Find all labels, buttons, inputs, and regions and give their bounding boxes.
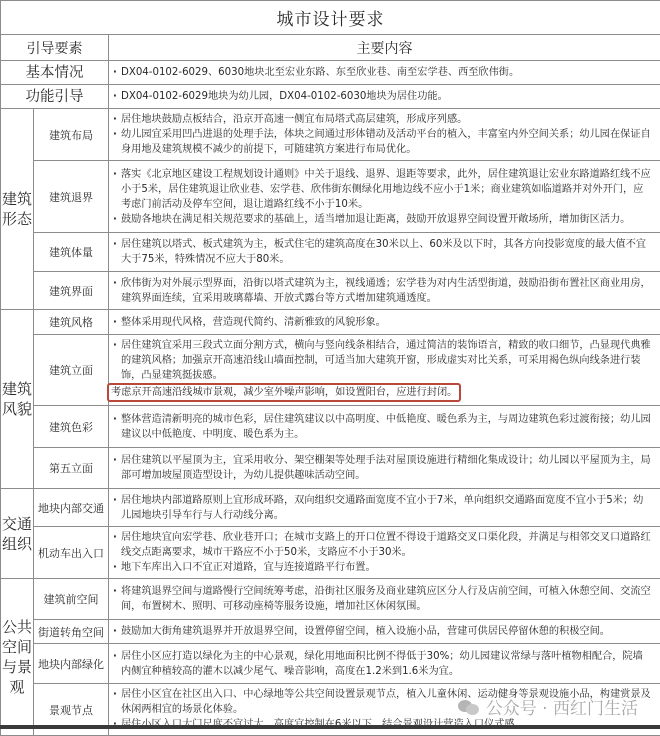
row-content: · 整体营造清新明亮的城市色彩，居住建筑建议以中高明度、中低艳度、暖色系为主，与周边建筑色彩过渡衔接；幼儿园建议以中低艳度、中明度、暖色系为主。 [109,406,660,448]
group-label-style: 建筑 风貌 [1,310,34,489]
sub-label: 建筑立面 [34,335,109,406]
table-row [1,85,660,109]
sub-label: 建筑退界 [34,161,109,233]
sub-label: 建筑前空间 [34,579,109,620]
sub-label: 建筑色彩 [34,406,109,448]
header-factor: 引导要素 [1,35,109,61]
table-row [1,489,660,527]
table-row [1,335,660,406]
sub-label: 建筑体量 [34,233,109,272]
table-row [1,644,660,684]
header-row [1,35,660,61]
row-content: · 鼓励加大街角建筑退界并开放退界空间，设置停留空间，植入设施小品，营建可供居民停留休憩的积极空间。 [109,620,660,644]
row-content: · 居住建筑宜采用三段式立面分割方式，横向与竖向线条相结合，通过简洁的装饰语言，精致的收口细节，凸显现代典雅的建筑风格；加强京开高速沿线山墙面控制，可适当加大建筑开窗，形成虚实对比关系，可采用褐色纵向线条进行装饰，凸显建筑挺拔感。 考虑京开高速沿线城市景观，减少室外噪声影响，如设置阳台，应进行封闭。 [109,335,660,406]
row-content: · 欣伟街为对外展示型界面，沿街以塔式建筑为主，视线通透；宏学巷为对内生活型街道，鼓励沿街布置社区商业用房，建筑界面连续，宜采用玻璃幕墙、开放式露台等方式增加建筑通透度。 [109,272,660,310]
row-content: · 将建筑退界空间与道路慢行空间统筹考虑，沿街社区服务及商业建筑应区分人行及店前空间，可植入休憩空间、交流空间，布置树木、照明、可移动座椅等服务设施，增加社区休闲氛围。 [109,579,660,620]
row-content: · 整体采用现代风格，营造现代简约、清新雅致的风貌形象。 [109,310,660,335]
sub-label: 建筑布局 [34,109,109,161]
title-row [1,1,660,35]
highlighted-requirement: 考虑京开高速沿线城市景观，减少室外噪声影响，如设置阳台，应进行封闭。 [107,383,461,402]
sub-label: 地块内部交通 [34,489,109,527]
table-row [1,620,660,644]
sub-label: 第五立面 [34,448,109,489]
table-row [1,161,660,233]
table-title: 城市设计要求 [1,1,660,35]
group-label-public-space: 公共 空间 与景 观 [1,579,34,736]
table-row [1,579,660,620]
row-label-basic: 基本情况 [1,61,109,85]
sub-label: 建筑风格 [34,310,109,335]
table-row [1,233,660,272]
table-row [1,61,660,85]
sub-label: 机动车出入口 [34,527,109,579]
row-content: · 居住地块鼓励点板结合，沿京开高速一侧宜布局塔式高层建筑，形成序列感。 · 幼儿园宜采用凹凸进退的处理手法，体块之间通过形体错动及活动平台的植入，丰富室内外空间关系；幼儿园在保证自身用地及建筑规模不减少的前提下，可随建筑方案进行布局优化。 [109,109,660,161]
row-content-function: · DX04-0102-6029地块为幼儿园，DX04-0102-6030地块为居住功能。 [109,85,660,109]
sub-label: 街道转角空间 [34,620,109,644]
table-row [1,448,660,489]
table-row [1,272,660,310]
row-content: · 居住建筑以塔式、板式建筑为主，板式住宅的建筑高度在30米以上、60米及以下时，其各方向投影宽度的最大值不宜大于75米，特殊情况不应大于80米。 [109,233,660,272]
row-content: · 居住小区应打造以绿化为主的中心景观，绿化用地面积比例不得低于30%；幼儿园建议常绿与落叶植物相配合，院墙内侧宜种植较高的灌木以减少尾气、噪音影响，高度在1.2米到1.6米为宜。 [109,644,660,684]
row-content: · 居住地块内部道路原则上宜形成环路，双向组织交通路面宽度不宜小于7米，单向组织交通路面宽度不宜小于5米；幼儿园地块引导车行与人行动线分离。 [109,489,660,527]
row-content-basic: · DX04-0102-6029、6030地块北至宏业东路、东至欣业巷、南至宏学巷、西至欣伟街。 [109,61,660,85]
row-content: · 居住小区宜在社区出入口、中心绿地等公共空间设置景观节点，植入儿童休闲、运动健身等景观设施小品，构建赏景及休闲两相宜的场景化体验。 · [109,684,660,736]
watermark-text: 公众号 · 西红门生活 [486,694,638,719]
bottom-border [0,725,660,729]
header-content: 主要内容 [109,35,660,61]
table-row [1,527,660,579]
group-label-form: 建筑 形态 [1,109,34,310]
row-content: · 居住地块宜向宏学巷、欣业巷开口；在城市支路上的开口位置不得设于道路交叉口渠化段，并满足与相邻交叉口道路红线交点距离要求，城市干路应不小于50米，支路应不小于30米。 · 地下车库出入口不宜正对道路，宜与连接道路平行布置。 [109,527,660,579]
row-label-function: 功能引导 [1,85,109,109]
sub-label: 景观节点 [34,684,109,736]
row-content: · 落实《北京地区建设工程规划设计通则》中关于退线、退界、退距等要求，此外，居住建筑退让宏业东路道路红线不应小于5米，居住建筑退让欣业巷、宏学巷、欣伟街东侧绿化用地边线不应小于1米；商业建筑如临道路并对外开门，应考虑门前活动及停车空间，退让道路红线不小于10米。 · 鼓励各地块在满足相关规范要求的基础上，适当增加退让距离，鼓励开放退界空间设置开敞场所，增加街区活力。 [109,161,660,233]
sub-label: 建筑界面 [34,272,109,310]
table-row [1,310,660,335]
table-row [1,406,660,448]
row-content: · 居住建筑以平屋顶为主，宜采用收分、架空棚架等处理手法对屋顶设施进行精细化集成设计；幼儿园以平屋顶为主，局部可增加坡屋顶造型设计，为幼儿提供趣味活动空间。 [109,448,660,489]
group-label-traffic: 交通 组织 [1,489,34,579]
table-row [1,109,660,161]
sub-label: 地块内部绿化 [34,644,109,684]
